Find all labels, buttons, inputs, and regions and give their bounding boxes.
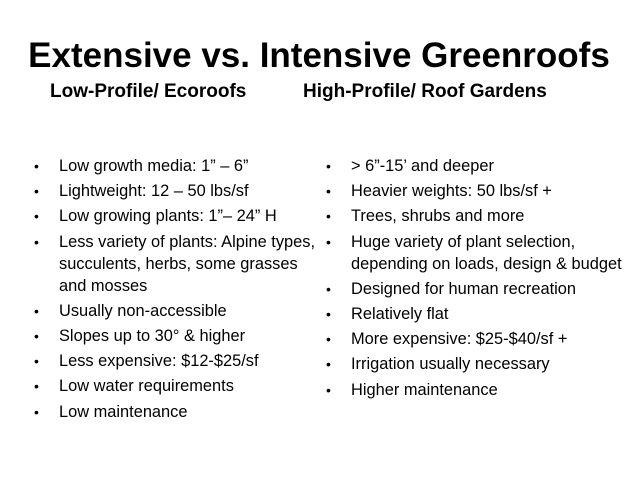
list-item xyxy=(34,205,324,227)
bullet-icon: • xyxy=(34,158,39,174)
slide-title: Extensive vs. Intensive Greenroofs xyxy=(28,36,610,75)
extensive-list xyxy=(34,155,324,426)
list-item-text: Low growth media: 1” – 6” xyxy=(59,157,249,175)
list-item xyxy=(326,205,626,227)
bullet-icon: • xyxy=(34,208,39,225)
list-item xyxy=(326,328,626,350)
list-item-text: > 6”-15’ and deeper xyxy=(351,157,494,175)
list-item-text: Less expensive: $12-$25/sf xyxy=(59,352,259,371)
list-item-text: Irrigation usually necessary xyxy=(351,355,550,374)
right-column-heading: High-Profile/ Roof Gardens xyxy=(303,81,547,102)
bullet-icon: • xyxy=(326,280,331,297)
bullet-icon: • xyxy=(34,403,39,420)
bullet-icon: • xyxy=(326,158,331,174)
list-item-text: Low growing plants: 1”– 24” H xyxy=(59,207,277,226)
bullet-icon: • xyxy=(326,331,331,348)
bullet-icon: • xyxy=(34,353,39,370)
bullet-icon: • xyxy=(326,233,331,250)
list-item-text: More expensive: $25-$40/sf + xyxy=(351,330,568,349)
bullet-icon: • xyxy=(34,302,39,319)
list-item xyxy=(326,155,626,177)
bullet-icon: • xyxy=(34,183,39,200)
list-item-text: Lightweight: 12 – 50 lbs/sf xyxy=(59,182,249,201)
list-item-text: Designed for human recreation xyxy=(351,279,577,298)
list-item-text: Usually non-accessible xyxy=(59,301,227,320)
list-item xyxy=(34,325,324,347)
list-item xyxy=(34,180,324,202)
bullet-icon: • xyxy=(326,183,331,200)
list-item xyxy=(326,231,626,275)
bullet-icon: • xyxy=(34,233,39,250)
bullet-icon: • xyxy=(326,305,331,322)
list-item xyxy=(34,350,324,372)
list-item xyxy=(326,379,626,401)
list-item xyxy=(326,278,626,300)
list-item xyxy=(34,375,324,397)
list-item xyxy=(326,180,626,202)
list-item xyxy=(34,231,324,297)
bullet-icon: • xyxy=(326,381,331,398)
list-item-text: Higher maintenance xyxy=(351,380,498,399)
list-item-text: Trees, shrubs and more xyxy=(351,207,525,226)
list-item-text: Low maintenance xyxy=(59,402,188,421)
list-item xyxy=(34,401,324,423)
list-item-text: Relatively flat xyxy=(351,304,449,323)
list-item-text: Slopes up to 30° & higher xyxy=(59,326,246,345)
list-item-text: Less variety of plants: Alpine types, succulents, herbs, some grasses and mosses xyxy=(59,232,316,295)
list-item xyxy=(34,300,324,322)
bullet-icon: • xyxy=(326,208,331,225)
list-item xyxy=(326,303,626,325)
intensive-list xyxy=(326,155,626,404)
list-item xyxy=(326,353,626,375)
bullet-icon: • xyxy=(34,327,39,344)
list-item xyxy=(34,155,324,177)
bullet-icon: • xyxy=(34,378,39,395)
left-column-heading: Low-Profile/ Ecoroofs xyxy=(50,81,247,102)
list-item-text: Huge variety of plant selection, depending on loads, design & budget xyxy=(351,232,622,273)
list-item-text: Heavier weights: 50 lbs/sf + xyxy=(351,182,552,201)
list-item-text: Low water requirements xyxy=(59,377,234,396)
bullet-icon: • xyxy=(326,356,331,373)
